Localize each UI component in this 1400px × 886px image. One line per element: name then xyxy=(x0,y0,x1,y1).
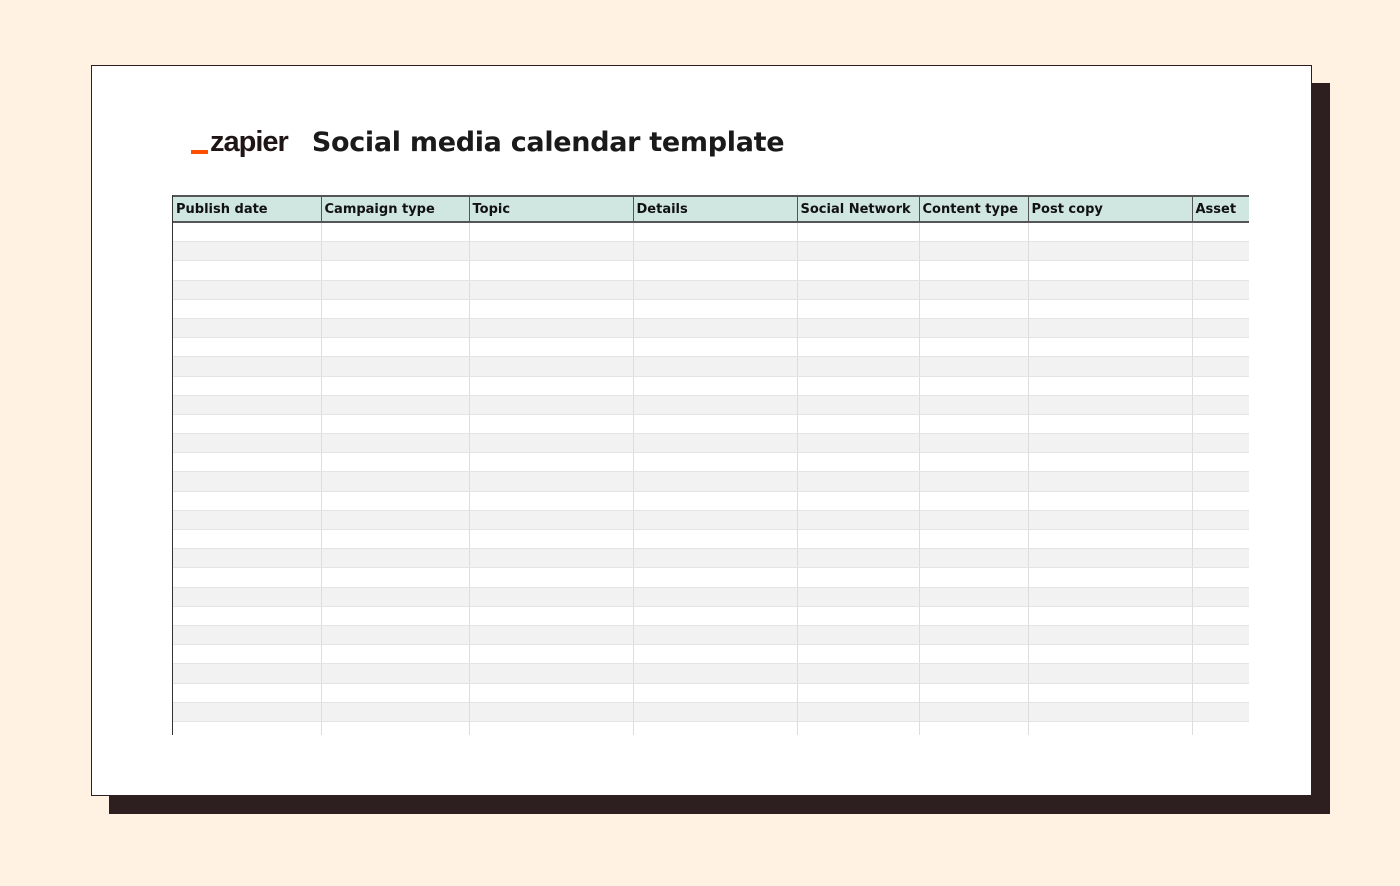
table-cell[interactable] xyxy=(1192,338,1249,357)
table-cell[interactable] xyxy=(1028,357,1192,376)
table-cell[interactable] xyxy=(1192,395,1249,414)
table-cell[interactable] xyxy=(633,587,797,606)
column-header-publish-date[interactable]: Publish date xyxy=(173,196,321,222)
table-cell[interactable] xyxy=(1192,261,1249,280)
table-cell[interactable] xyxy=(469,721,633,735)
table-cell[interactable] xyxy=(1028,299,1192,318)
logo-wordmark: zapier xyxy=(210,126,288,158)
table-cell[interactable] xyxy=(469,625,633,644)
table-row xyxy=(173,472,1249,491)
table-cell[interactable] xyxy=(469,261,633,280)
table-cell[interactable] xyxy=(797,395,919,414)
table-cell[interactable] xyxy=(919,414,1028,433)
table-cell[interactable] xyxy=(633,261,797,280)
table-cell[interactable] xyxy=(321,376,469,395)
table-cell[interactable] xyxy=(321,491,469,510)
table-cell[interactable] xyxy=(1192,491,1249,510)
table-cell[interactable] xyxy=(1028,261,1192,280)
table-cell[interactable] xyxy=(173,299,321,318)
table-cell[interactable] xyxy=(633,434,797,453)
table-cell[interactable] xyxy=(173,357,321,376)
table-cell[interactable] xyxy=(633,625,797,644)
table-cell[interactable] xyxy=(797,453,919,472)
column-header-details[interactable]: Details xyxy=(633,196,797,222)
table-cell[interactable] xyxy=(797,357,919,376)
table-cell[interactable] xyxy=(173,721,321,735)
table-cell[interactable] xyxy=(919,299,1028,318)
table-cell[interactable] xyxy=(173,222,321,242)
table-cell[interactable] xyxy=(633,280,797,299)
table-cell[interactable] xyxy=(469,338,633,357)
table-cell[interactable] xyxy=(1028,645,1192,664)
table-cell[interactable] xyxy=(1192,357,1249,376)
table-row xyxy=(173,625,1249,644)
table-row xyxy=(173,376,1249,395)
table-cell[interactable] xyxy=(1192,318,1249,337)
table-cell[interactable] xyxy=(321,587,469,606)
template-card xyxy=(91,65,1312,796)
table-cell[interactable] xyxy=(797,510,919,529)
table-cell[interactable] xyxy=(919,721,1028,735)
table-cell[interactable] xyxy=(919,242,1028,261)
table-cell[interactable] xyxy=(1028,491,1192,510)
table-cell[interactable] xyxy=(1192,453,1249,472)
table-row xyxy=(173,338,1249,357)
table-cell[interactable] xyxy=(469,376,633,395)
table-cell[interactable] xyxy=(173,491,321,510)
table-cell[interactable] xyxy=(633,645,797,664)
table-cell[interactable] xyxy=(633,664,797,683)
table-cell[interactable] xyxy=(633,318,797,337)
table-cell[interactable] xyxy=(1192,510,1249,529)
table-row xyxy=(173,664,1249,683)
table-cell[interactable] xyxy=(173,683,321,702)
table-cell[interactable] xyxy=(173,434,321,453)
table-cell[interactable] xyxy=(173,645,321,664)
table-cell[interactable] xyxy=(919,549,1028,568)
table-cell[interactable] xyxy=(797,318,919,337)
table-cell[interactable] xyxy=(321,434,469,453)
table-cell[interactable] xyxy=(797,434,919,453)
table-cell[interactable] xyxy=(797,606,919,625)
table-cell[interactable] xyxy=(321,261,469,280)
table-cell[interactable] xyxy=(633,376,797,395)
table-cell[interactable] xyxy=(321,222,469,242)
column-header-topic[interactable]: Topic xyxy=(469,196,633,222)
table-cell[interactable] xyxy=(1028,530,1192,549)
table-cell[interactable] xyxy=(797,721,919,735)
table-cell[interactable] xyxy=(919,510,1028,529)
table-cell[interactable] xyxy=(469,357,633,376)
table-cell[interactable] xyxy=(1192,664,1249,683)
calendar-table xyxy=(173,195,1249,735)
table-cell[interactable] xyxy=(919,491,1028,510)
table-row xyxy=(173,261,1249,280)
table-cell[interactable] xyxy=(797,222,919,242)
table-cell[interactable] xyxy=(919,395,1028,414)
table-cell[interactable] xyxy=(797,645,919,664)
table-row xyxy=(173,453,1249,472)
table-row xyxy=(173,645,1249,664)
table-cell[interactable] xyxy=(797,280,919,299)
table-cell[interactable] xyxy=(1192,549,1249,568)
table-cell[interactable] xyxy=(797,568,919,587)
table-cell[interactable] xyxy=(633,568,797,587)
table-cell[interactable] xyxy=(1192,530,1249,549)
page-title: Social media calendar template xyxy=(311,126,785,158)
table-cell[interactable] xyxy=(321,472,469,491)
table-cell[interactable] xyxy=(321,280,469,299)
column-header-campaign-type[interactable]: Campaign type xyxy=(321,196,469,222)
table-cell[interactable] xyxy=(1028,549,1192,568)
table-row xyxy=(173,299,1249,318)
table-cell[interactable] xyxy=(797,625,919,644)
table-cell[interactable] xyxy=(1192,414,1249,433)
table-cell[interactable] xyxy=(321,299,469,318)
table-cell[interactable] xyxy=(797,261,919,280)
logo-underscore-mark xyxy=(191,150,208,154)
table-cell[interactable] xyxy=(469,280,633,299)
table-cell[interactable] xyxy=(469,299,633,318)
table-cell[interactable] xyxy=(469,702,633,721)
table-cell[interactable] xyxy=(797,491,919,510)
table-cell[interactable] xyxy=(173,568,321,587)
table-cell[interactable] xyxy=(797,299,919,318)
table-cell[interactable] xyxy=(919,664,1028,683)
table-cell[interactable] xyxy=(469,434,633,453)
table-cell[interactable] xyxy=(633,702,797,721)
table-cell[interactable] xyxy=(919,318,1028,337)
template-header xyxy=(191,122,784,162)
table-cell[interactable] xyxy=(173,472,321,491)
table-cell[interactable] xyxy=(173,414,321,433)
column-header-social-network[interactable]: Social Network xyxy=(797,196,919,222)
table-cell[interactable] xyxy=(469,606,633,625)
spreadsheet xyxy=(172,195,1249,735)
table-cell[interactable] xyxy=(633,721,797,735)
table-cell[interactable] xyxy=(919,261,1028,280)
table-cell[interactable] xyxy=(633,357,797,376)
table-cell[interactable] xyxy=(321,242,469,261)
table-cell[interactable] xyxy=(919,683,1028,702)
table-cell[interactable] xyxy=(1028,683,1192,702)
table-cell[interactable] xyxy=(321,606,469,625)
table-cell[interactable] xyxy=(469,645,633,664)
table-cell[interactable] xyxy=(469,453,633,472)
table-cell[interactable] xyxy=(797,530,919,549)
table-row xyxy=(173,721,1249,735)
table-row xyxy=(173,414,1249,433)
table-cell[interactable] xyxy=(919,434,1028,453)
table-cell[interactable] xyxy=(919,357,1028,376)
column-header-content-type[interactable]: Content type xyxy=(919,196,1028,222)
table-row xyxy=(173,587,1249,606)
table-cell[interactable] xyxy=(1028,510,1192,529)
table-body xyxy=(173,222,1249,735)
table-cell[interactable] xyxy=(1192,376,1249,395)
table-cell[interactable] xyxy=(173,453,321,472)
table-row xyxy=(173,318,1249,337)
table-cell[interactable] xyxy=(321,568,469,587)
table-row xyxy=(173,683,1249,702)
table-cell[interactable] xyxy=(797,664,919,683)
table-cell[interactable] xyxy=(173,376,321,395)
table-cell[interactable] xyxy=(1192,299,1249,318)
table-cell[interactable] xyxy=(919,587,1028,606)
table-cell[interactable] xyxy=(1028,376,1192,395)
table-cell[interactable] xyxy=(469,222,633,242)
header-row xyxy=(173,196,1249,222)
table-cell[interactable] xyxy=(1028,242,1192,261)
table-cell[interactable] xyxy=(919,625,1028,644)
table-cell[interactable] xyxy=(1192,721,1249,735)
table-row xyxy=(173,606,1249,625)
table-cell[interactable] xyxy=(321,702,469,721)
table-cell[interactable] xyxy=(1028,664,1192,683)
table-cell[interactable] xyxy=(633,549,797,568)
table-cell[interactable] xyxy=(1192,472,1249,491)
table-cell[interactable] xyxy=(1192,222,1249,242)
table-row xyxy=(173,395,1249,414)
table-cell[interactable] xyxy=(1192,280,1249,299)
table-cell[interactable] xyxy=(321,530,469,549)
table-cell[interactable] xyxy=(919,222,1028,242)
table-cell[interactable] xyxy=(1028,587,1192,606)
table-cell[interactable] xyxy=(321,338,469,357)
table-cell[interactable] xyxy=(321,395,469,414)
table-cell[interactable] xyxy=(173,242,321,261)
table-cell[interactable] xyxy=(919,280,1028,299)
table-cell[interactable] xyxy=(1192,683,1249,702)
table-cell[interactable] xyxy=(633,530,797,549)
table-cell[interactable] xyxy=(1028,702,1192,721)
table-cell[interactable] xyxy=(321,664,469,683)
table-cell[interactable] xyxy=(321,357,469,376)
column-header-post-copy[interactable]: Post copy xyxy=(1028,196,1192,222)
table-cell[interactable] xyxy=(1192,242,1249,261)
table-cell[interactable] xyxy=(469,414,633,433)
table-cell[interactable] xyxy=(1192,568,1249,587)
table-cell[interactable] xyxy=(919,645,1028,664)
table-cell[interactable] xyxy=(321,414,469,433)
table-cell[interactable] xyxy=(797,702,919,721)
table-cell[interactable] xyxy=(1028,414,1192,433)
table-cell[interactable] xyxy=(1028,625,1192,644)
table-cell[interactable] xyxy=(797,587,919,606)
table-row xyxy=(173,568,1249,587)
table-cell[interactable] xyxy=(1028,338,1192,357)
table-cell[interactable] xyxy=(633,414,797,433)
table-cell[interactable] xyxy=(1192,645,1249,664)
table-cell[interactable] xyxy=(633,242,797,261)
table-cell[interactable] xyxy=(469,549,633,568)
table-cell[interactable] xyxy=(797,472,919,491)
table-cell[interactable] xyxy=(173,625,321,644)
table-cell[interactable] xyxy=(1028,721,1192,735)
table-cell[interactable] xyxy=(469,472,633,491)
table-cell[interactable] xyxy=(321,625,469,644)
table-cell[interactable] xyxy=(919,338,1028,357)
table-row xyxy=(173,242,1249,261)
table-cell[interactable] xyxy=(633,683,797,702)
table-cell[interactable] xyxy=(321,721,469,735)
table-cell[interactable] xyxy=(469,395,633,414)
table-cell[interactable] xyxy=(173,702,321,721)
table-cell[interactable] xyxy=(797,549,919,568)
table-cell[interactable] xyxy=(173,587,321,606)
column-header-asset[interactable]: Asset xyxy=(1192,196,1249,222)
table-cell[interactable] xyxy=(469,683,633,702)
table-row xyxy=(173,491,1249,510)
table-cell[interactable] xyxy=(173,318,321,337)
table-cell[interactable] xyxy=(469,510,633,529)
table-cell[interactable] xyxy=(919,606,1028,625)
table-cell[interactable] xyxy=(321,645,469,664)
table-cell[interactable] xyxy=(633,299,797,318)
table-cell[interactable] xyxy=(919,702,1028,721)
table-cell[interactable] xyxy=(1028,472,1192,491)
table-cell[interactable] xyxy=(1192,702,1249,721)
table-cell[interactable] xyxy=(469,587,633,606)
table-cell[interactable] xyxy=(919,568,1028,587)
table-row xyxy=(173,549,1249,568)
table-cell[interactable] xyxy=(1192,606,1249,625)
table-cell[interactable] xyxy=(1028,395,1192,414)
table-cell[interactable] xyxy=(1028,280,1192,299)
table-cell[interactable] xyxy=(173,664,321,683)
table-cell[interactable] xyxy=(321,510,469,529)
table-row xyxy=(173,222,1249,242)
table-cell[interactable] xyxy=(797,242,919,261)
table-cell[interactable] xyxy=(633,510,797,529)
table-row xyxy=(173,357,1249,376)
table-cell[interactable] xyxy=(321,549,469,568)
table-cell[interactable] xyxy=(633,472,797,491)
table-cell[interactable] xyxy=(633,338,797,357)
table-cell[interactable] xyxy=(1192,625,1249,644)
table-row xyxy=(173,280,1249,299)
table-cell[interactable] xyxy=(1028,568,1192,587)
table-cell[interactable] xyxy=(469,242,633,261)
table-cell[interactable] xyxy=(173,549,321,568)
table-cell[interactable] xyxy=(919,472,1028,491)
table-cell[interactable] xyxy=(173,338,321,357)
table-cell[interactable] xyxy=(321,318,469,337)
table-cell[interactable] xyxy=(919,376,1028,395)
table-cell[interactable] xyxy=(173,510,321,529)
table-cell[interactable] xyxy=(633,606,797,625)
table-row xyxy=(173,510,1249,529)
table-cell[interactable] xyxy=(469,664,633,683)
table-cell[interactable] xyxy=(321,683,469,702)
table-cell[interactable] xyxy=(919,453,1028,472)
table-cell[interactable] xyxy=(797,414,919,433)
table-row xyxy=(173,530,1249,549)
table-cell[interactable] xyxy=(321,453,469,472)
table-cell[interactable] xyxy=(469,318,633,337)
table-cell[interactable] xyxy=(1192,434,1249,453)
table-cell[interactable] xyxy=(633,453,797,472)
table-cell[interactable] xyxy=(633,222,797,242)
table-cell[interactable] xyxy=(1192,587,1249,606)
table-cell[interactable] xyxy=(1028,318,1192,337)
table-cell[interactable] xyxy=(1028,453,1192,472)
table-cell[interactable] xyxy=(173,395,321,414)
table-cell[interactable] xyxy=(469,491,633,510)
table-cell[interactable] xyxy=(173,261,321,280)
table-row xyxy=(173,702,1249,721)
table-cell[interactable] xyxy=(797,683,919,702)
table-cell[interactable] xyxy=(1028,606,1192,625)
table-cell[interactable] xyxy=(173,606,321,625)
table-cell[interactable] xyxy=(173,530,321,549)
table-cell[interactable] xyxy=(633,395,797,414)
zapier-logo xyxy=(191,127,288,157)
table-cell[interactable] xyxy=(633,491,797,510)
table-cell[interactable] xyxy=(1028,434,1192,453)
table-cell[interactable] xyxy=(919,530,1028,549)
table-cell[interactable] xyxy=(469,530,633,549)
table-cell[interactable] xyxy=(797,376,919,395)
table-cell[interactable] xyxy=(1028,222,1192,242)
table-row xyxy=(173,434,1249,453)
table-cell[interactable] xyxy=(173,280,321,299)
table-cell[interactable] xyxy=(797,338,919,357)
table-cell[interactable] xyxy=(469,568,633,587)
